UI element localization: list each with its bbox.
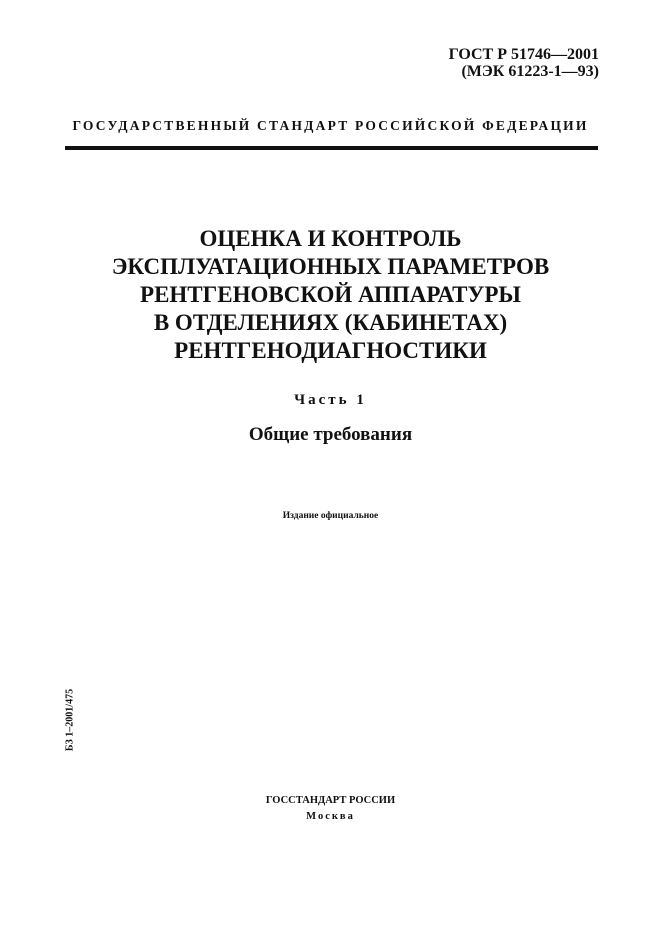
document-title (0, 225, 661, 365)
publisher-block (0, 793, 661, 825)
state-standard-header: ГОСУДАРСТВЕННЫЙ СТАНДАРТ РОССИЙСКОЙ ФЕДЕРАЦИИ (72, 118, 589, 133)
publisher-name: ГОССТАНДАРТ РОССИИ (265, 795, 396, 806)
title-line: В ОТДЕЛЕНИЯХ (КАБИНЕТАХ) (153, 310, 508, 335)
part-number: Часть 1 (294, 392, 367, 408)
title-line: ОЦЕНКА И КОНТРОЛЬ (199, 226, 462, 251)
title-line: ЭКСПЛУАТАЦИОННЫХ ПАРАМЕТРОВ (111, 254, 550, 279)
header-divider (65, 146, 598, 150)
publisher-city: Москва (306, 811, 355, 822)
standard-number: ГОСТ Р 51746—2001 (448, 46, 599, 63)
iec-equivalent-number: (МЭК 61223-1—93) (461, 63, 599, 80)
document-subtitle: Общие требования (248, 424, 413, 445)
edition-note: Издание официальное (282, 511, 379, 521)
standard-designation (449, 46, 599, 80)
index-code: БЗ 1–2001/475 (64, 688, 76, 752)
title-line: РЕНТГЕНОВСКОЙ АППАРАТУРЫ (140, 282, 521, 307)
title-line: РЕНТГЕНОДИАГНОСТИКИ (174, 338, 487, 363)
